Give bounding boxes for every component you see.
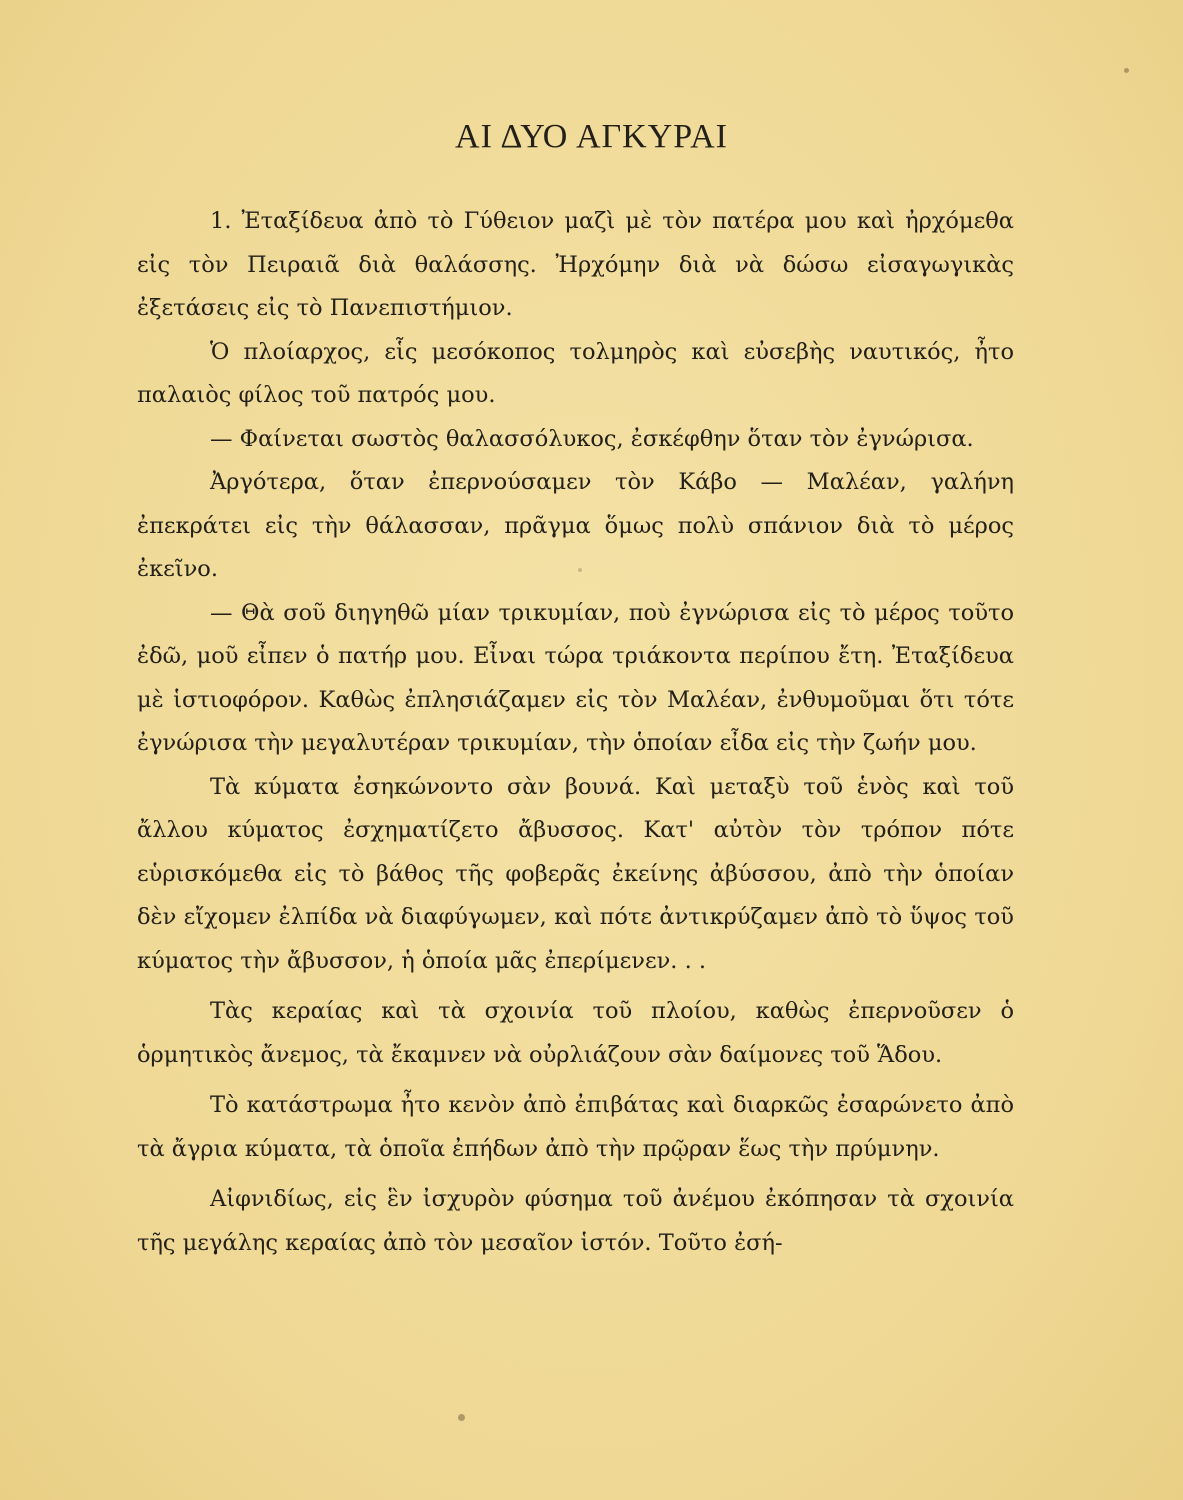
paragraph-text: Ἀργότερα, ὅταν ἐπερνούσαμεν τὸν Κάβο — Μαλέαν, γαλήνη ἐπεκράτει εἰς τὴν θάλασσαν, πρᾶγμα ὅμως πολὺ σπάνιον διὰ τὸ μέρος ἐκεῖνο. [137, 469, 1014, 582]
paragraph-text: Τὰς κεραίας καὶ τὰ σχοινία τοῦ πλοίου, καθὼς ἐπερνοῦσεν ὁ ὁρμητικὸς ἄνεμος, τὰ ἔκαμνεν νὰ οὐρλιάζουν σὰν δαίμονες τοῦ Ἅδου. [137, 998, 1014, 1068]
paragraph-text: Ὁ πλοίαρχος, εἷς μεσόκοπος τολμηρὸς καὶ εὐσεβὴς ναυτικός, ἦτο παλαιὸς φίλος τοῦ πατρός μου. [137, 338, 1014, 408]
paragraph [137, 1178, 1014, 1265]
chapter-title: ΑΙ ΔΥΟ ΑΓΚΥΡΑΙ [455, 118, 728, 155]
paragraph-text: Τὰ κύματα ἐσηκώνοντο σὰν βουνά. Καὶ μεταξὺ τοῦ ἑνὸς καὶ τοῦ ἄλλου κύματος ἐσχηματίζετο ἄβυσσος. Κατ' αὐτὸν τὸν τρόπον πότε εὑρισκόμεθα εἰς τὸ βάθος τῆς φοβερᾶς ἐκείνης ἀβύσσου, ἀπὸ τὴν ὁποίαν δὲν εἴχομεν ἐλπίδα νὰ διαφύγωμεν, καὶ πότε ἀντικρύζαμεν ἀπὸ τὸ ὕψος τοῦ κύματος τὴν ἄβυσσον, ἡ ὁποία μᾶς ἐπερίμενεν. . . [137, 773, 1014, 974]
paragraph-text: — Φαίνεται σωστὸς θαλασσόλυκος, ἐσκέφθην ὅταν τὸν ἐγνώρισα. [210, 425, 974, 452]
paragraph [137, 766, 1014, 984]
paragraph-text: Τὸ κατάστρωμα ἦτο κενὸν ἀπὸ ἐπιβάτας καὶ διαρκῶς ἐσαρώνετο ἀπὸ τὰ ἄγρια κύματα, τὰ ὁποῖα ἐπήδων ἀπὸ τὴν πρῷραν ἕως τὴν πρύμνην. [137, 1092, 1014, 1162]
paper-speck [458, 1414, 465, 1421]
paper-speck [578, 568, 582, 572]
paper-speck [1124, 68, 1129, 73]
paragraph [137, 990, 1014, 1077]
paragraph-text: Ἐταξίδευα ἀπὸ τὸ Γύθειον μαζὶ μὲ τὸν πατέρα μου καὶ ἠρχόμεθα εἰς τὸν Πειραιᾶ διὰ θαλάσσης. Ἠρχόμην διὰ νὰ δώσω εἰσαγωγικὰς ἐξετάσεις εἰς τὸ Πανεπιστήμιον. [137, 208, 1014, 321]
paragraph [137, 1084, 1014, 1171]
paragraph-text: Αἰφνιδίως, εἰς ἓν ἰσχυρὸν φύσημα τοῦ ἀνέμου ἐκόπησαν τὰ σχοινία τῆς μεγάλης κεραίας ἀπὸ τὸν μεσαῖον ἱστόν. Τοῦτο ἐσή- [137, 1186, 1014, 1256]
paragraph [137, 592, 1014, 766]
body-text [137, 200, 1014, 1265]
paragraph [137, 331, 1014, 418]
paragraph-text: — Θὰ σοῦ διηγηθῶ μίαν τρικυμίαν, ποὺ ἐγνώρισα εἰς τὸ μέρος τοῦτο ἐδῶ, μοῦ εἶπεν ὁ πατήρ μου. Εἶναι τώρα τριάκοντα περίπου ἔτη. Ἐταξίδευα μὲ ἱστιοφόρον. Καθὼς ἐπλησιάζαμεν εἰς τὸν Μαλέαν, ἐνθυμοῦμαι ὅτι τότε ἐγνώρισα τὴν μεγαλυτέραν τρικυμίαν, τὴν ὁποίαν εἶδα εἰς τὴν ζωήν μου. [137, 599, 1014, 756]
paragraph [137, 200, 1014, 331]
paragraph [137, 418, 1014, 462]
paragraph-number: 1. [210, 208, 232, 234]
paragraph [137, 461, 1014, 592]
